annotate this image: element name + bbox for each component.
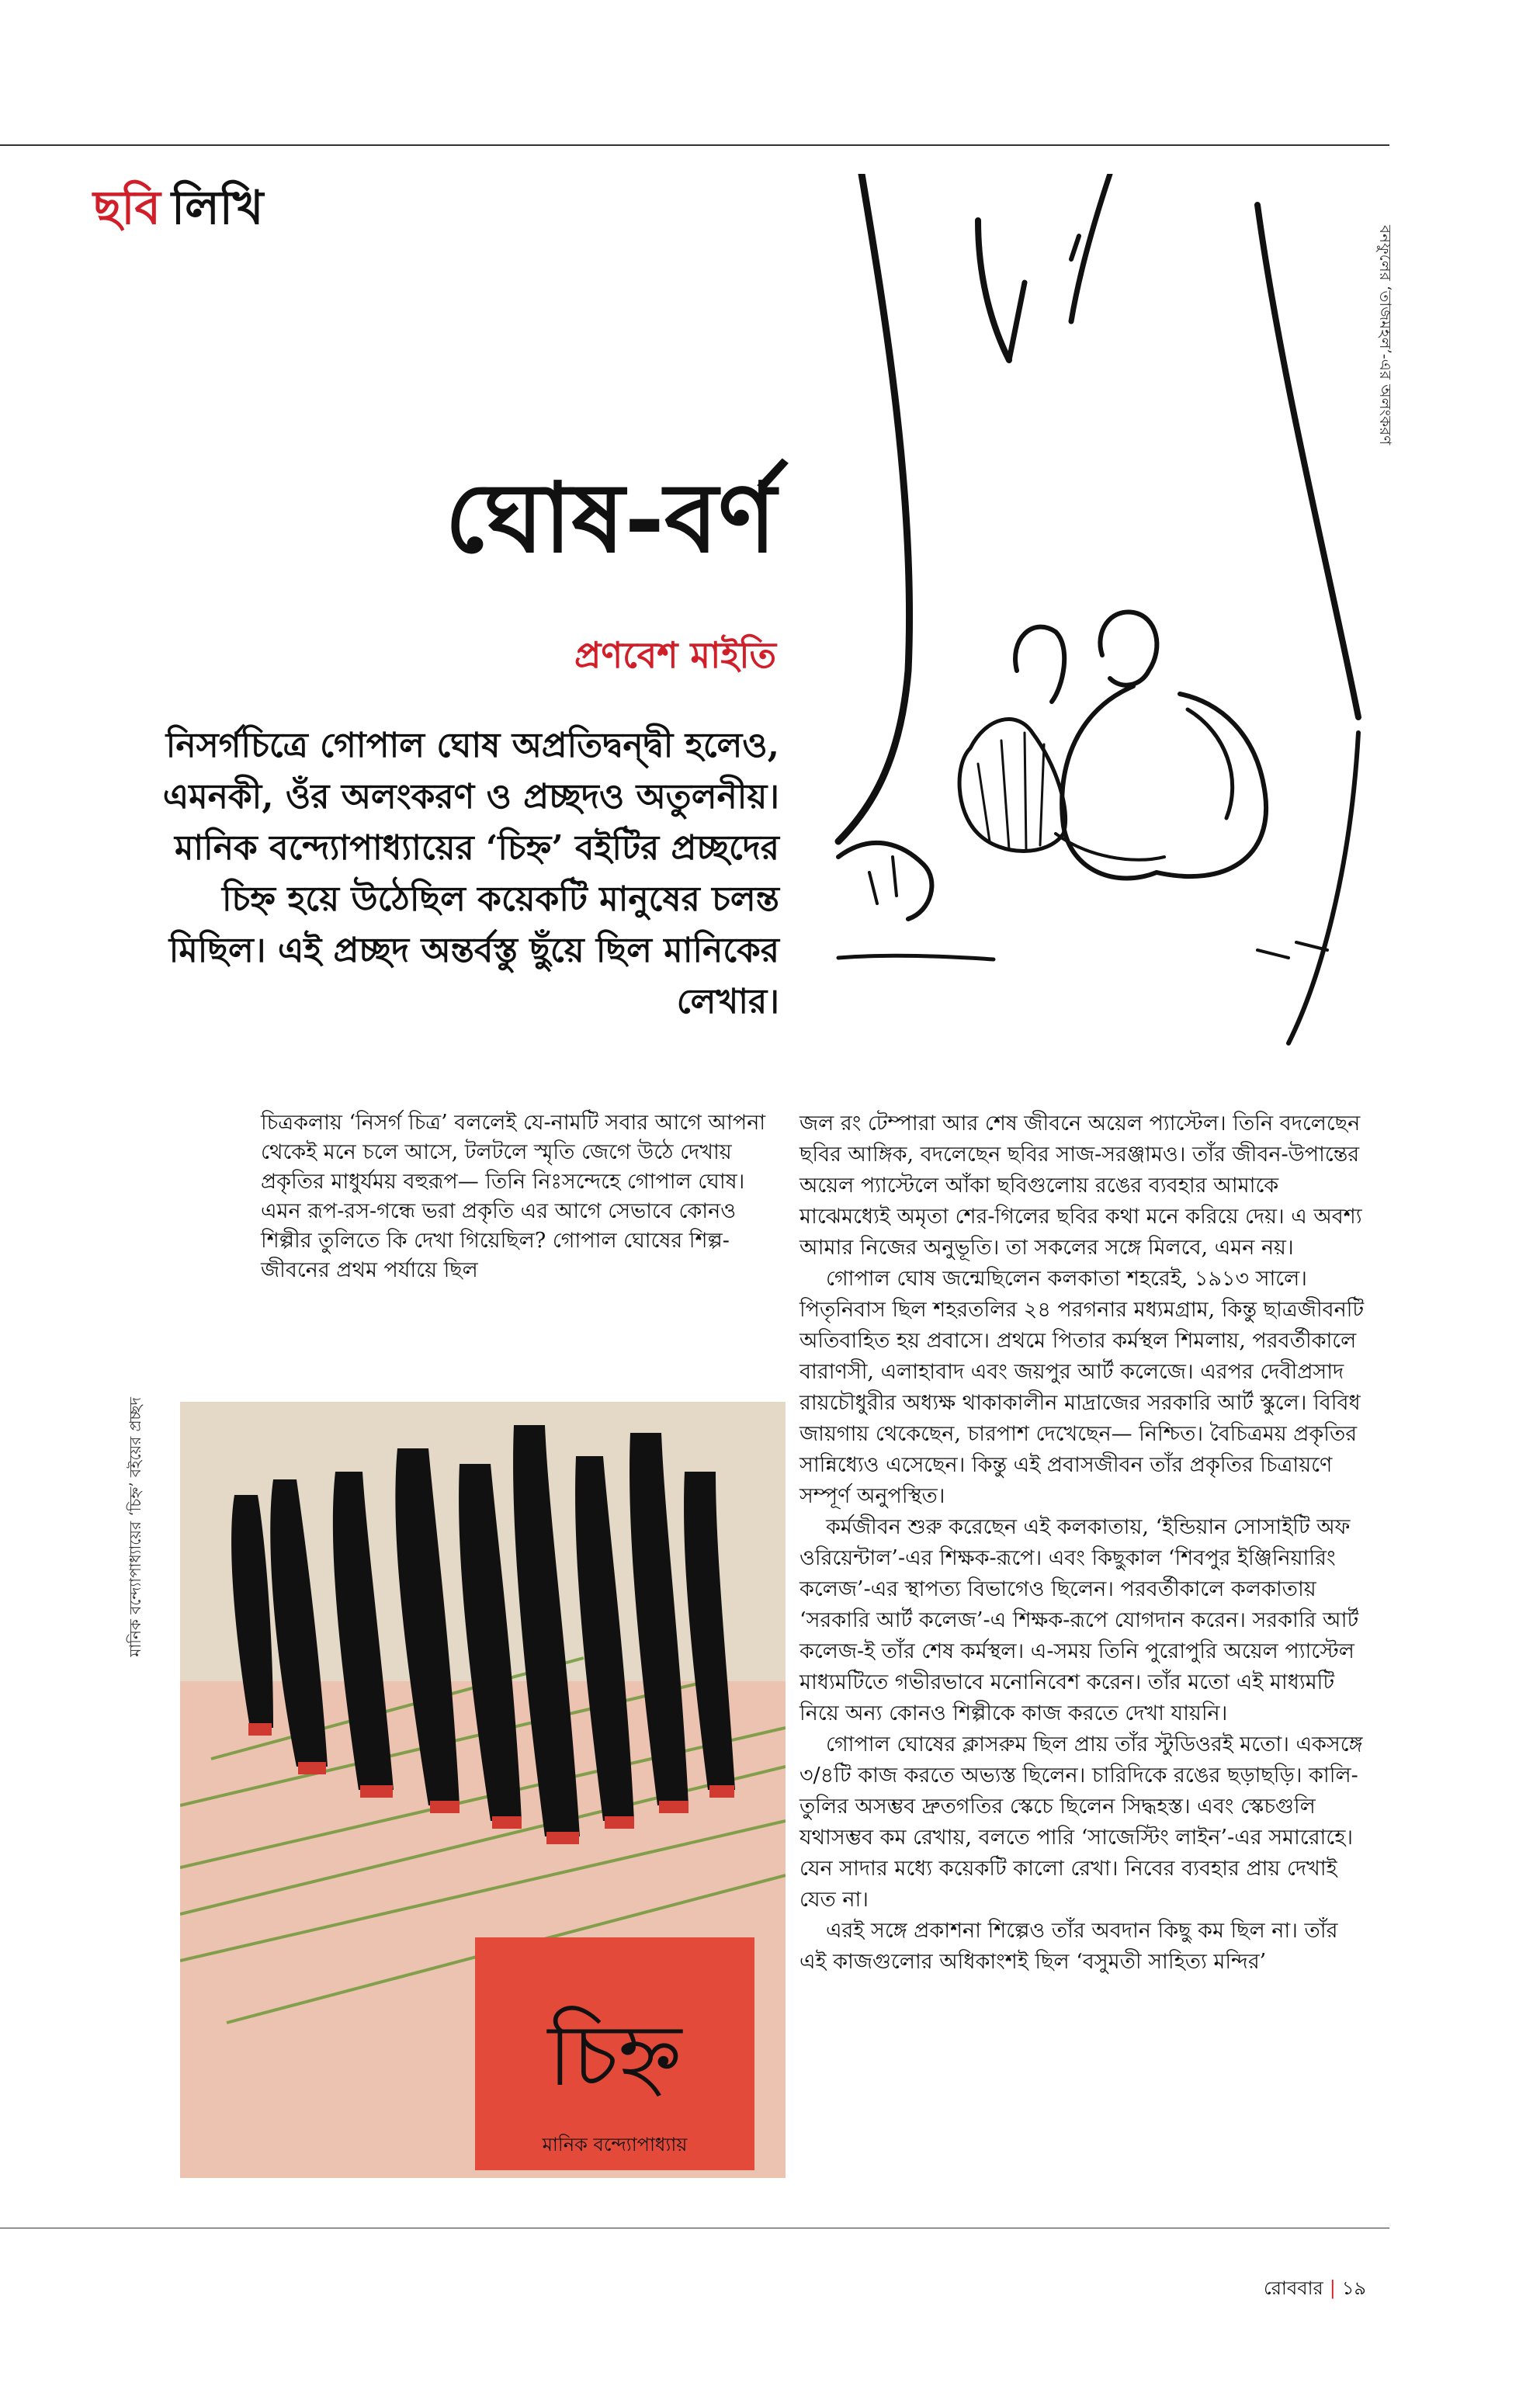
top-rule	[0, 144, 1389, 146]
body-column-left	[261, 1108, 782, 1285]
section-label	[93, 172, 263, 250]
standfirst-text: নিসর্গচিত্রে গোপাল ঘোষ অপ্রতিদ্বন্দ্বী হলেও, এমনকী, ওঁর অলংকরণ ও প্রচ্ছদও অতুলনীয়। মানিক বন্দ্যোপাধ্যায়ের ‘চিহ্ন’ বইটির প্রচ্ছদের চিহ্ন হয়ে উঠেছিল কয়েকটি মানুষের চলন্ত মিছিল। এই প্রচ্ছদ অন্তর্বস্তু ছুঁয়ে ছিল মানিকের লেখার।	[162, 726, 779, 1021]
body-paragraph: চিত্রকলায় ‘নিসর্গ চিত্র’ বললেই যে-নামটি সবার আগে আপনা থেকেই মনে চলে আসে, টলটলে স্মৃতি জেগে উঠে দেখায় প্রকৃতির মাধুর্যময় বহুরূপ— তিনি নিঃসন্দেহে গোপাল ঘোষ। এমন রূপ-রস-গন্ধে ভরা প্রকৃতি এর আগে সেভাবে কোনও শিল্পীর তুলিতে কি দেখা গিয়েছিল? গোপাল ঘোষের শিল্প-জীবনের প্রথম পর্যায়ে ছিল	[261, 1111, 766, 1282]
cover-title: চিহ্ন	[547, 2006, 682, 2105]
section-label-accent: ছবি	[93, 181, 161, 235]
cover-caption: মানিক বন্দ্যোপাধ্যায়ের ‘চিহ্ন’ বইয়ের প্রচ্ছদ	[126, 1397, 144, 1657]
book-cover-artwork	[180, 1402, 786, 2178]
illustration-caption: বনফুলের ‘তাজমহল’-এর অলংকরণ	[1376, 225, 1395, 446]
standfirst	[155, 720, 779, 1028]
book-cover-image	[180, 1402, 786, 2178]
body-paragraph: গোপাল ঘোষ জন্মেছিলেন কলকাতা শহরেই, ১৯১৩ সালে। পিতৃনিবাস ছিল শহরতলির ২৪ পরগনার মধ্যমগ্রাম, কিন্তু ছাত্রজীবনটি অতিবাহিত হয় প্রবাসে। প্রথমে পিতার কর্মস্থল শিমলায়, পরবর্তীকালে বারাণসী, এলাহাবাদ এবং জয়পুর আর্ট কলেজে। এরপর দেবীপ্রসাদ রায়চৌধুরীর অধ্যক্ষ থাকাকালীন মাদ্রাজের সরকারি আর্ট স্কুলে। বিবিধ জায়গায় থেকেছেন, চারপাশ দেখেছেন— নিশ্চিত। বৈচিত্রময় প্রকৃতির সান্নিধ্যেও এসেছেন। কিন্তু এই প্রবাসজীবন তাঁর প্রকৃতির চিত্রায়ণে সম্পূর্ণ অনুপস্থিত।	[799, 1267, 1365, 1508]
section-label-rest: লিখি	[171, 181, 264, 235]
ink-illustration	[823, 174, 1366, 1059]
cover-author: মানিক বন্দ্যোপাধ্যায়	[542, 2134, 688, 2155]
page-number: ১৯	[1341, 2277, 1366, 2299]
body-paragraph: কর্মজীবন শুরু করেছেন এই কলকাতায়, ‘ইন্ডিয়ান সোসাইটি অফ ওরিয়েন্টাল’-এর শিক্ষক-রূপে। এবং কিছুকাল ‘শিবপুর ইঞ্জিনিয়ারিং কলেজ’-এর স্থাপত্য বিভাগেও ছিলেন। পরবর্তীকালে কলকাতায় ‘সরকারি আর্ট কলেজ’-এ শিক্ষক-রূপে যোগদান করেন। সরকারি আর্ট কলেজ-ই তাঁর শেষ কর্মস্থল। এ-সময় তিনি পুরোপুরি অয়েল প্যাস্টেল মাধ্যমটিতে গভীরভাবে মনোনিবেশ করেন। তাঁর মতো এই মাধ্যমটি নিয়ে অন্য কোনও শিল্পীকে কাজ করতে দেখা যায়নি।	[799, 1515, 1359, 1725]
body-column-right	[799, 1108, 1366, 1978]
article-headline: ঘোষ-বর্ণ	[445, 462, 776, 574]
author-byline: প্রণবেশ মাইতি	[574, 634, 776, 676]
ink-illustration-drawing	[823, 174, 1366, 1059]
magazine-name: রোববার	[1263, 2277, 1323, 2299]
body-paragraph: গোপাল ঘোষের ক্লাসরুম ছিল প্রায় তাঁর স্টুডিওরই মতো। একসঙ্গে ৩/৪টি কাজ করতে অভ্যস্ত ছিলেন। চারিদিকে রঙের ছড়াছড়ি। কালি-তুলির অসম্ভব দ্রুতগতির স্কেচে ছিলেন সিদ্ধহস্ত। এবং স্কেচগুলি যথাসম্ভব কম রেখায়, বলতে পারি ‘সাজেস্টিং লাইন’-এর সমারোহে। যেন সাদার মধ্যে কয়েকটি কালো রেখা। নিবের ব্যবহার প্রায় দেখাই যেত না।	[799, 1732, 1363, 1912]
body-paragraph: জল রং টেম্পারা আর শেষ জীবনে অয়েল প্যাস্টেল। তিনি বদলেছেন ছবির আঙ্গিক, বদলেছেন ছবির সাজ-সরঞ্জামও। তাঁর জীবন-উপান্তের অয়েল প্যাস্টেলে আঁকা ছবিগুলোয় রঙের ব্যবহার আমাকে মাঝেমধ্যেই অমৃতা শের-গিলের ছবির কথা মনে করিয়ে দেয়। এ অবশ্য আমার নিজের অনুভূতি। তা সকলের সঙ্গে মিলবে, এমন নয়।	[799, 1112, 1362, 1260]
body-paragraph: এরই সঙ্গে প্রকাশনা শিল্পেও তাঁর অবদান কিছু কম ছিল না। তাঁর এই কাজগুলোর অধিকাংশই ছিল ‘বসুমতী সাহিত্য মন্দির’	[799, 1919, 1338, 1974]
page-folio	[1211, 2274, 1366, 2305]
folio-separator: |	[1329, 2277, 1336, 2299]
